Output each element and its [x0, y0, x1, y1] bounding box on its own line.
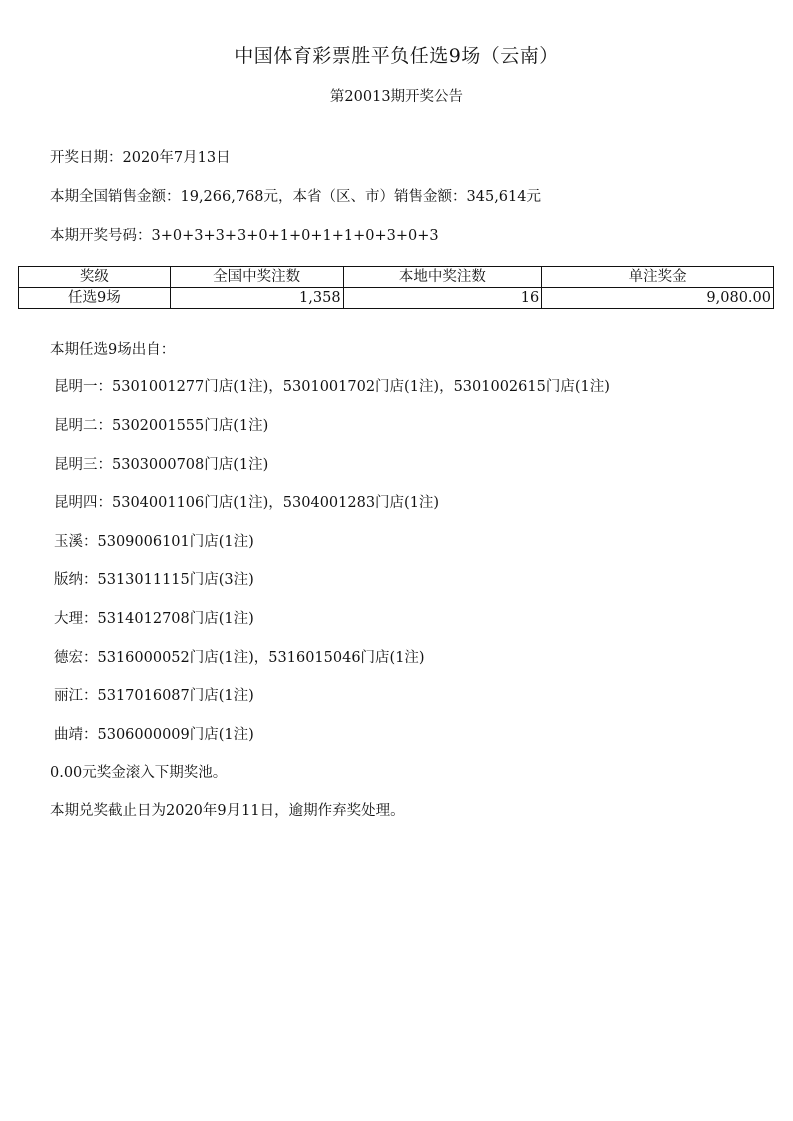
header-level: 奖级 — [19, 267, 171, 288]
header-prize-per-bet: 单注奖金 — [542, 267, 774, 288]
list-item: 昆明一：5301001277门店(1注)，5301001702门店(1注)，5301002615门店(1注) — [54, 379, 610, 395]
cell-prize-per-bet: 9,080.00 — [542, 288, 774, 309]
list-item: 版纳：5313011115门店(3注) — [54, 572, 254, 588]
list-item: 曲靖：5306000009门店(1注) — [54, 727, 254, 743]
cell-local-count: 16 — [343, 288, 542, 309]
header-local-count: 本地中奖注数 — [343, 267, 542, 288]
list-item: 玉溪：5309006101门店(1注) — [54, 534, 254, 550]
cell-national-count: 1,358 — [170, 288, 343, 309]
list-item: 昆明二：5302001555门店(1注) — [54, 418, 269, 434]
deadline-note: 本期兑奖截止日为2020年9月11日，逾期作弃奖处理。 — [50, 803, 405, 819]
table-header-row — [19, 267, 774, 288]
list-item: 丽江：5317016087门店(1注) — [54, 688, 254, 704]
issue-subtitle: 第20013期开奖公告 — [329, 89, 464, 105]
list-item: 昆明四：5304001106门店(1注)，5304001283门店(1注) — [54, 495, 440, 511]
draw-date: 开奖日期：2020年7月13日 — [50, 150, 231, 166]
list-item: 大理：5314012708门店(1注) — [54, 611, 254, 627]
cell-level: 任选9场 — [19, 288, 171, 309]
table-row — [19, 288, 774, 309]
sales-amount: 本期全国销售金额：19,266,768元，本省（区、市）销售金额：345,614元 — [50, 189, 541, 205]
header-national-count: 全国中奖注数 — [170, 267, 343, 288]
list-item: 德宏：5316000052门店(1注)，5316015046门店(1注) — [54, 650, 425, 666]
winning-numbers: 本期开奖号码：3+0+3+3+3+0+1+0+1+1+0+3+0+3 — [50, 228, 439, 244]
prize-table — [18, 266, 774, 309]
page-title: 中国体育彩票胜平负任选9场（云南） — [234, 45, 559, 67]
winners-heading: 本期任选9场出自： — [50, 342, 176, 358]
rollover-note: 0.00元奖金滚入下期奖池。 — [50, 765, 228, 781]
list-item: 昆明三：5303000708门店(1注) — [54, 457, 269, 473]
